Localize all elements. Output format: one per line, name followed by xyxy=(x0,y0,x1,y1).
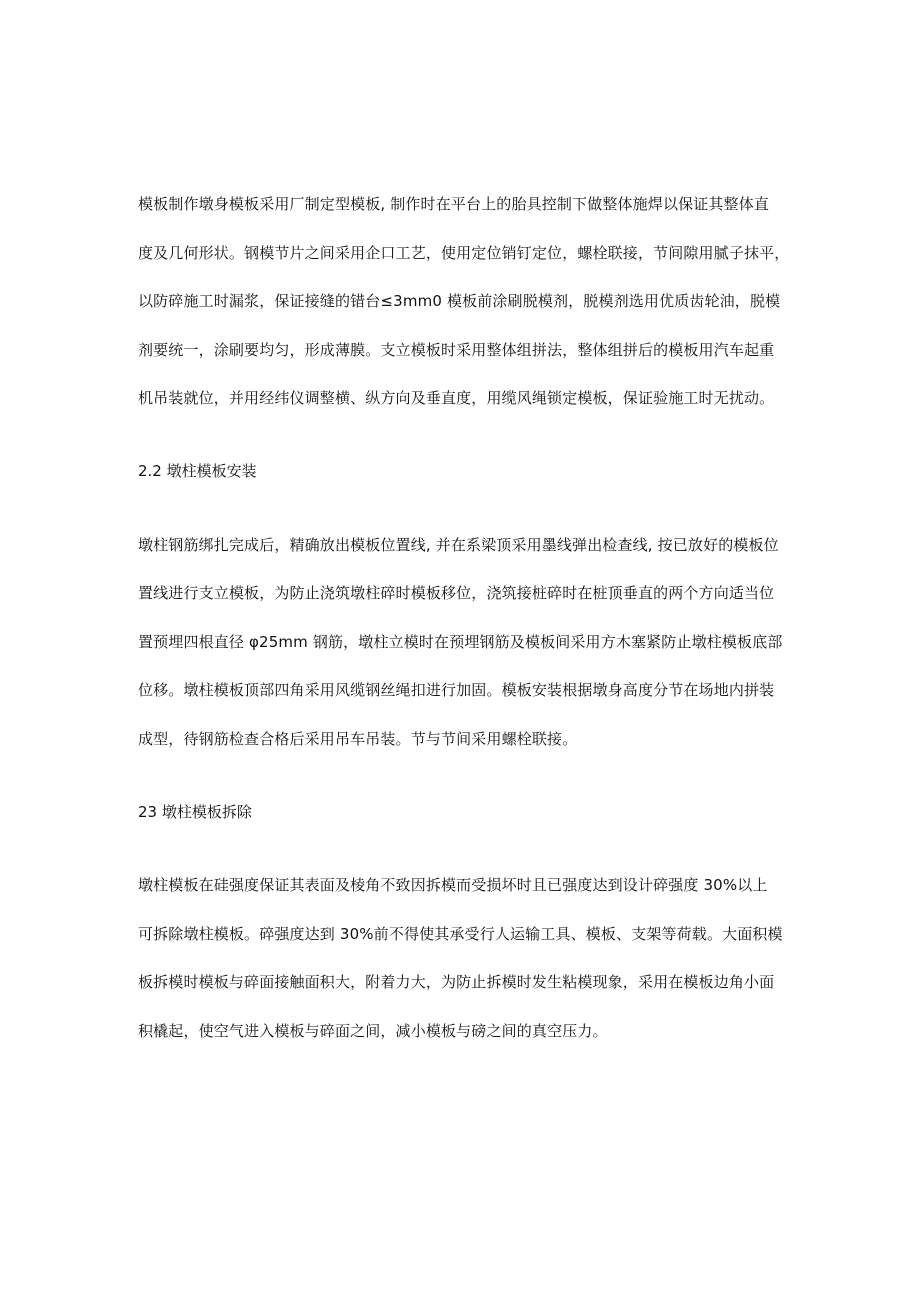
paragraph-line: 度及几何形状。钢模节片之间采用企口工艺，使用定位销钉定位，螺栓联接，节间隙用腻子抹平， xyxy=(138,244,790,262)
paragraph-line: 墩柱模板在硅强度保证其表面及棱角不致因拆模而受损坏时且已强度达到设计碎强度 30%以上 xyxy=(138,876,768,894)
paragraph-line: 位移。墩柱模板顶部四角采用风缆钢丝绳扣进行加固。模板安装根据墩身高度分节在场地内拼装 xyxy=(138,681,775,699)
section-heading-removal: 23 墩柱模板拆除 xyxy=(138,803,252,821)
paragraph-line: 以防碎施工时漏浆，保证接缝的错台≤3mm0 模板前涂刷脱模剂，脱模剂选用优质齿轮油，脱模 xyxy=(138,292,781,310)
section-heading-installation: 2.2 墩柱模板安装 xyxy=(138,462,257,480)
paragraph-line: 可拆除墩柱模板。碎强度达到 30%前不得使其承受行人运输工具、模板、支架等荷载。大面积模 xyxy=(138,925,783,943)
paragraph-line: 置线进行支立模板，为防止浇筑墩柱碎时模板移位，浇筑接桩碎时在桩顶垂直的两个方向适当位 xyxy=(138,584,775,602)
paragraph-line: 墩柱钢筋绑扎完成后，精确放出模板位置线, 并在系梁顶采用墨线弹出检查线, 按已放好的模板位 xyxy=(138,536,779,554)
paragraph-line: 板拆模时模板与碎面接触面积大，附着力大，为防止拆模时发生粘模现象，采用在模板边角小面 xyxy=(138,973,775,991)
paragraph-line: 机吊装就位，并用经纬仪调整横、纵方向及垂直度，用缆风绳锁定模板，保证验施工时无扰动。 xyxy=(138,389,775,407)
paragraph-line: 置预埋四根直径 φ25mm 钢筋，墩柱立模时在预埋钢筋及模板间采用方木塞紧防止墩柱模板底部 xyxy=(138,633,783,651)
paragraph-line: 模板制作墩身模板采用厂制定型模板, 制作时在平台上的胎具控制下做整体施焊以保证其整体直 xyxy=(138,195,769,213)
paragraph-line: 成型，待钢筋检查合格后采用吊车吊装。节与节间采用螺栓联接。 xyxy=(138,730,578,748)
paragraph-line: 剂要统一，涂刷要均匀，形成薄膜。支立模板时采用整体组拼法，整体组拼后的模板用汽车起重 xyxy=(138,341,775,359)
paragraph-line: 积橇起，使空气进入模板与碎面之间，减小模板与磅之间的真空压力。 xyxy=(138,1022,608,1040)
